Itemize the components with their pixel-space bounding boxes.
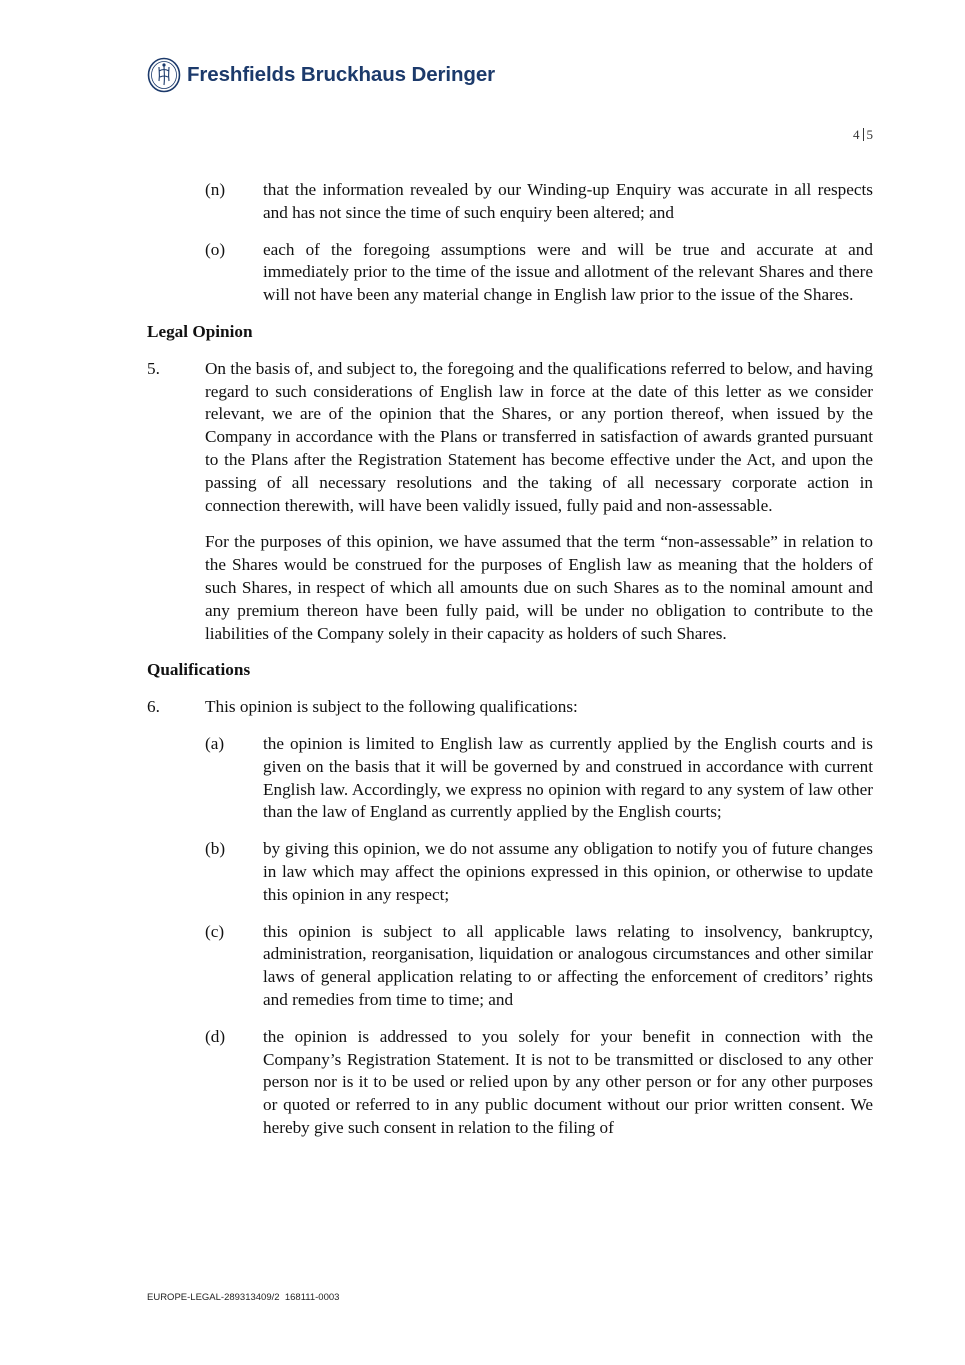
page-separator xyxy=(863,128,864,141)
item-text: this opinion is subject to all applicable laws relating to insolvency, bankruptcy, administration, reorganisation, liquidation or analogous circumstances and other similar laws of general application relating to or affecting the enforcement of creditors’ rights and remedies from time to time; and xyxy=(263,921,873,1009)
logo xyxy=(147,57,495,93)
item-text: that the information revealed by our Winding-up Enquiry was accurate in all respects and has not since the time of such enquiry been altered; and xyxy=(263,180,873,222)
item-text: each of the foregoing assumptions were and will be true and accurate at and immediately prior to the time of the issue and allotment of the relevant Shares and there will not have been any material change in English law prior to the issue of the Shares. xyxy=(263,239,873,305)
page-total: 5 xyxy=(866,127,873,142)
item-label: (d) xyxy=(205,1026,226,1046)
list-item xyxy=(205,179,873,225)
item-label: (o) xyxy=(205,239,226,259)
paragraph-number: 6. xyxy=(147,697,160,717)
paragraph-number: 5. xyxy=(147,358,160,378)
doc-ref: EUROPE-LEGAL-289313409/2 xyxy=(147,1292,280,1303)
item-label: (a) xyxy=(205,733,225,753)
paragraph-text: This opinion is subject to the following qualifications: xyxy=(205,697,578,717)
list-item xyxy=(205,921,873,1012)
matter-ref: 168111-0003 xyxy=(284,1292,340,1303)
list-item xyxy=(205,733,873,824)
item-text: by giving this opinion, we do not assume any obligation to notify you of future changes in law which may affect the opinions expressed in this opinion, or otherwise to update this opinion in any respect; xyxy=(263,839,873,904)
item-label: (c) xyxy=(205,921,225,941)
paragraph-continuation: For the purposes of this opinion, we have assumed that the term “non-assessable” in relation to the Shares would be construed for the purposes of English law as meaning that the holders of such Shares, in respect of which all amounts due on such Shares as to the nominal amount and any premium thereon have been fully paid, will be under no obligation to contribute to the liabilities of the Company solely in their capacity as holders of such Shares. xyxy=(205,532,873,643)
section-heading-qualifications: Qualifications xyxy=(147,660,251,680)
paragraph-6 xyxy=(147,696,873,719)
paragraph-text: On the basis of, and subject to, the foregoing and the qualifications referred to below, and having regard to such considerations of English law in force at the date of this letter as we consider relevant, we are of the opinion that the Shares, or any portion thereof, when issued by the Company in accordance with the Plans or transferred in satisfaction of awards granted pursuant to the Plans after the Registration Statement has become effective under the Act, and upon the passing of all necessary resolutions and the taking of all necessary corporate action in connection therewith, will have been validly issued, fully paid and non-assessable. xyxy=(205,358,873,515)
footer-reference xyxy=(147,1292,339,1303)
item-label: (n) xyxy=(205,180,226,199)
item-text: the opinion is addressed to you solely for your benefit in connection with the Company’s Registration Statement. It is not to be transmitted or disclosed to any other person nor is it to be used or relied upon by any other person or for any other purposes or quoted or referred to in any public document without our prior written consent. We hereby give such consent in relation to the filing of xyxy=(263,1026,873,1137)
document-body xyxy=(147,179,873,1154)
list-item xyxy=(205,1026,873,1140)
item-label: (b) xyxy=(205,839,226,859)
firm-seal-icon xyxy=(147,57,181,93)
section-heading-legal-opinion: Legal Opinion xyxy=(147,321,253,341)
page-current: 4 xyxy=(853,127,860,142)
firm-name: Freshfields Bruckhaus Deringer xyxy=(187,63,496,86)
page-number xyxy=(853,127,873,143)
list-item xyxy=(205,239,873,307)
item-text: the opinion is limited to English law as currently applied by the English courts and is given on the basis that it will be governed by and construed in accordance with current English law. Accordingly, we express no opinion with regard to any system of law other than the law of England as currently applied by the English courts; xyxy=(263,733,873,822)
paragraph-5 xyxy=(147,358,873,518)
list-item xyxy=(205,838,873,906)
